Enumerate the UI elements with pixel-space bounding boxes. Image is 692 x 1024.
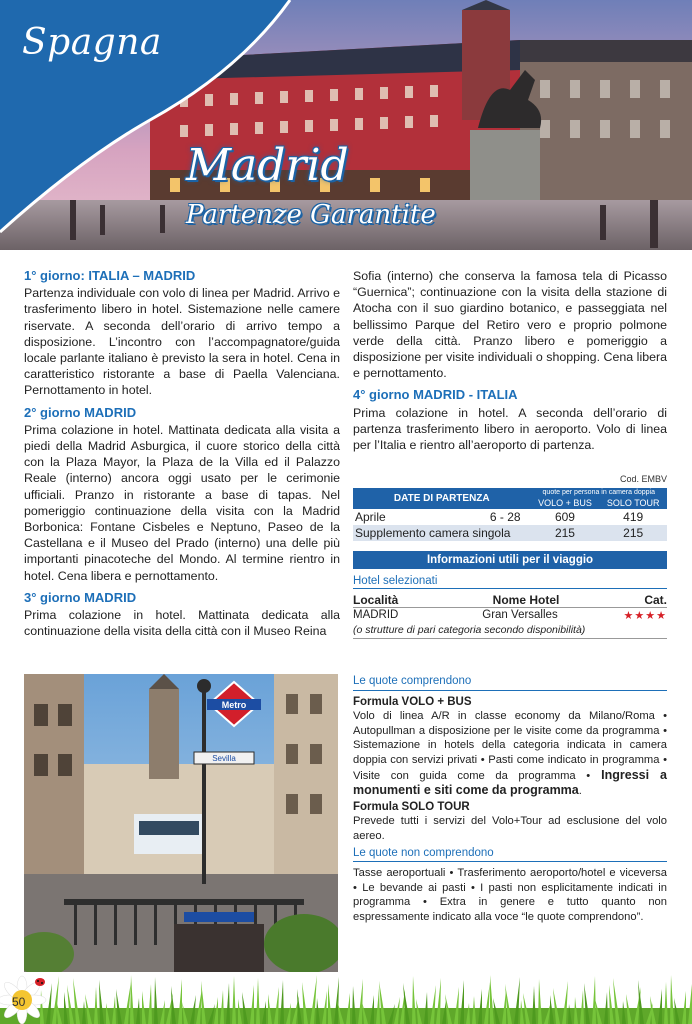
header-quote: quote per persona in camera doppia	[542, 489, 655, 496]
formula-volo-bus-bold: Ingressi a monumenti e siti come da programma	[353, 767, 667, 798]
formula-volo-bus-title: Formula VOLO + BUS	[353, 695, 472, 708]
hotel-stars: ★★★★	[623, 610, 667, 622]
day-1-text: Partenza individuale con volo di linea per Madrid. Arrivo e trasferimento libero in hotel. Sistemazione nelle camere riservate. A seconda dell’orario di arrivo tempo a disposizione. L’incontro con l’accompagnatore/guida locale parlante italiano è previsto la sera in hotel. Cena in caratteristico ristorante a base di Paella Valenciana. Pernottamento in hotel.	[24, 286, 340, 398]
row-price-solo-tour: 419	[623, 510, 644, 524]
hotel-city: MADRID	[353, 609, 399, 621]
footer-grass	[0, 968, 692, 1024]
day-4-text: Prima colazione in hotel. A seconda dell’orario di partenza trasferimento libero in aeroporto. Volo di linea per l’Italia e rientro all’aeroporto di partenza.	[353, 405, 667, 453]
hotels-section-title: Hotel selezionati	[353, 575, 667, 589]
tour-code: Cod. EMBV	[619, 474, 667, 484]
day-4-title: 4° giorno MADRID - ITALIA	[353, 387, 518, 403]
page-number: 50	[12, 995, 26, 1009]
row-price-solo-tour: 215	[599, 525, 667, 541]
formula-volo-bus-text: Volo di linea A/R in classe economy da Milano/Roma • Autopullman a disposizione per le visite come da programma • Sistemazione in hotels della categoria indicata in camera doppia con servizi privati • Pasti come indicato in programma • Visite con guida come da programma • Ingressi a monumenti e siti come da programma.	[353, 710, 667, 798]
price-table	[353, 488, 667, 541]
hotel-table-header	[353, 593, 667, 608]
header-banner	[0, 0, 692, 250]
header-volo-bus: VOLO + BUS	[538, 498, 592, 508]
info-bar: Informazioni utili per il viaggio	[353, 551, 667, 569]
metro-sevilla-photo	[24, 674, 338, 972]
ladybug-icon	[35, 978, 45, 986]
formula-solo-tour-text: Prevede tutti i servizi del Volo+Tour ad esclusione del volo aereo.	[353, 815, 667, 842]
hotel-note: (o strutture di pari categoria secondo disponibilità)	[353, 624, 667, 639]
itinerary-left-column	[24, 268, 340, 645]
quotes-block	[353, 674, 667, 926]
hotel-col-name: Nome Hotel	[492, 593, 560, 607]
row-dates: 6 - 28	[489, 510, 521, 524]
day-3-title: 3° giorno MADRID	[24, 589, 137, 605]
formula-solo-tour-title: Formula SOLO TOUR	[353, 800, 470, 813]
tagline: Partenze Garantite	[186, 200, 436, 230]
quotes-exclude-text: Tasse aeroportuali • Trasferimento aeroporto/hotel e viceversa • Le bevande ai pasti • I pasti non esplicitamente indicati in programma • Extra in genere e tutto quanto non espressamente indicato alla voce “le quote comprendono”.	[353, 867, 667, 923]
day-3-text: Prima colazione in hotel. Mattinata dedicata alla continuazione della visita della città con il Museo Reina	[24, 608, 340, 639]
price-table-header	[353, 488, 667, 497]
quotes-include-title: Le quote comprendono	[353, 674, 667, 691]
hotel-row	[353, 609, 667, 622]
station-sign-label: Sevilla	[212, 754, 236, 763]
header-date: DATE DI PARTENZA	[393, 493, 490, 504]
day-2-title: 2° giorno MADRID	[24, 404, 137, 420]
hotel-name: Gran Versalles	[482, 609, 558, 621]
quotes-exclude-title: Le quote non comprendono	[353, 846, 667, 863]
row-price-volo-bus: 215	[531, 525, 600, 541]
price-block	[353, 474, 667, 639]
day-1-title: 1° giorno: ITALIA – MADRID	[24, 268, 196, 283]
table-row	[353, 525, 667, 541]
row-label: Supplemento camera singola	[353, 525, 531, 541]
row-price-volo-bus: 609	[554, 510, 575, 524]
day-3-continued: Sofia (interno) che conserva la famosa tela di Picasso “Guernica”; continuazione con la visita della stazione di Atocha con il suo giardino botanico, e passeggiata nel bellissimo Parque del Retiro vero e proprio polmone verde della città. Pranzo libero e pomeriggio a disposizione per visite individuali o shopping. Cena libera e pernottamento.	[353, 269, 667, 381]
city-title: Madrid	[186, 140, 349, 191]
row-label: Aprile	[355, 510, 386, 524]
hotel-col-cat: Cat.	[644, 593, 667, 607]
table-row	[353, 509, 667, 525]
country-title: Spagna	[22, 22, 162, 63]
hotel-col-city: Località	[353, 593, 399, 607]
itinerary-right-column	[353, 268, 667, 459]
metro-sign-label: Metro	[221, 700, 247, 710]
day-2-text: Prima colazione in hotel. Mattinata dedicata alla visita a piedi della Madrid Asburgica, il cuore storico della città con la Plaza Mayor, la Plaza de la Villa ed il Palazzo Reale (interno) ancora oggi usato per le cerimonie ufficiali. Pranzo in ristorante a base di tapas. Nel pomeriggio continuazione della visita con la Madrid Borbonica: Fontane Cisbeles e Neptuno, Paseo de la Castellana e il Museo del Prado (interno) una delle più importanti pinacoteche del Mondo. Al termine rientro in hotel. Cena libera e pernottamento.	[24, 422, 340, 583]
header-solo-tour: SOLO TOUR	[606, 498, 660, 508]
grass-decoration	[0, 968, 692, 1024]
